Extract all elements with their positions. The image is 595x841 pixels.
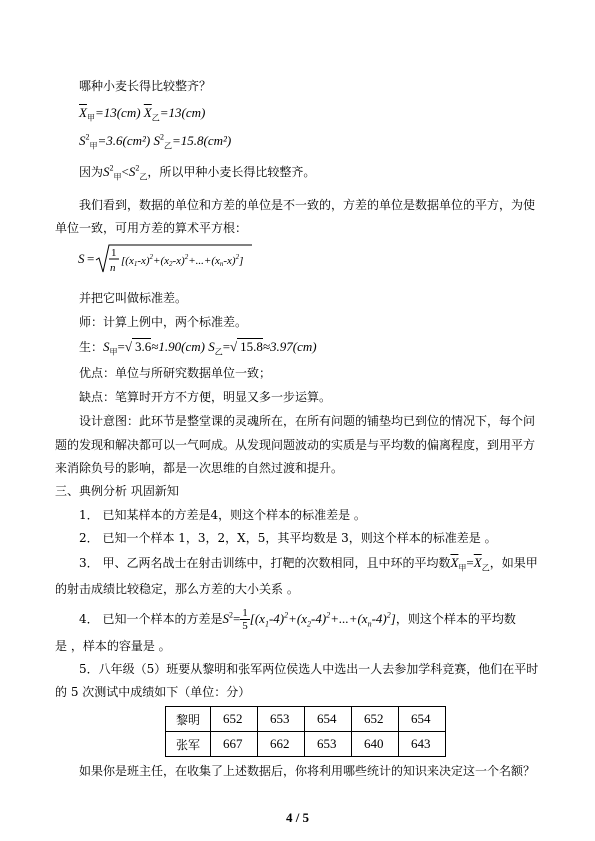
para1-line1: 我们看到，数据的单位和方差的单位是不一致的，方差的单位是数据单位的平方，为使 — [79, 198, 536, 212]
svg-text:n: n — [110, 262, 116, 274]
svg-text:S: S — [78, 251, 85, 266]
para1-line2: 单位一致，可用方差的算术平方根： — [55, 221, 248, 235]
exercise-3-line1: 3． 甲、乙两名战士在射击训练中，打靶的次数相同，且中环的平均数$\overline{X}_甲=\overline{X}_乙$，如果甲 — [79, 555, 538, 573]
table-cell: 652 — [352, 707, 399, 732]
ex3-text-a: 3． 甲、乙两名战士在射击训练中，打靶的次数相同，且中环的平均数 — [79, 556, 451, 570]
pros-line: 优点：单位与所研究数据单位一致； — [79, 366, 272, 380]
mean-formula: $\overline{X}_甲=13(cm)$ $\overline{X}_乙=13(cm)$ — [79, 105, 206, 123]
exercise-4-line1: 4． 已知一个样本的方差是$S^2=$ $\frac{1}{5}$ $[(x_1-4)^2+(x_2-4)^2+...+(x_n-4)^2]$，则这个样本的平均数 — [79, 607, 516, 632]
because-suffix: ，所以甲种小麦长得比较整齐。 — [147, 165, 316, 179]
table-cell-name: 张军 — [166, 732, 211, 757]
table-cell: 653 — [305, 732, 352, 757]
mean-symbol-yi: $\overline{X}$ — [143, 105, 152, 120]
table-cell-name: 黎明 — [166, 707, 211, 732]
table-row — [166, 707, 446, 732]
score-table — [165, 706, 446, 757]
section-heading: 三、典例分析 巩固新知 — [55, 484, 179, 498]
var-jia-value: =3.6(cm²) — [97, 133, 151, 148]
design-line1: 设计意图：此环节是整堂课的灵魂所在，在所有问题的铺垫均已到位的情况下，每个问 — [79, 414, 536, 428]
ex4-text-b: ，则这个样本的平均数 — [395, 612, 516, 626]
variance-formula: $S^2_甲=3.6(cm^2)$ $S^2_乙=15.8(cm^2)$ — [79, 132, 232, 151]
s-yi-value: ≈3.97(cm) — [262, 339, 317, 354]
teacher-line: 师：计算上例中，两个标准差。 — [79, 315, 248, 329]
table-cell: 653 — [258, 707, 305, 732]
exercise-3-line2: 的射击成绩比较稳定，那么方差的大小关系 。 — [55, 582, 299, 596]
table-cell: 643 — [399, 732, 446, 757]
student-prefix: 生： — [79, 340, 104, 354]
student-line: 生：$S_甲=√$ 3.6≈1.90(cm) $S_乙=√$ 15.8≈3.97(cm) — [79, 339, 317, 357]
question-line: 哪种小麦长得比较整齐？ — [79, 79, 212, 93]
exercise-5-line1: 5．八年级（5）班要从黎明和张军两位侯选人中选出一人去参加学科竞赛，他们在平时 — [79, 662, 539, 676]
page-number: 4 / 5 — [285, 810, 310, 825]
sqrt-sign-icon — [78, 243, 253, 275]
final-question: 如果你是班主任，在收集了上述数据后，你将利用哪些统计的知识来决定这一个名额？ — [79, 764, 536, 778]
table-cell: 652 — [211, 707, 258, 732]
table-cell: 640 — [352, 732, 399, 757]
design-line2: 题的发现和解决都可以一气呵成。从发现问题波动的实质是与平均数的偏离程度，到用平方 — [55, 438, 536, 452]
mean-symbol-jia: $\overline{X}$ — [79, 105, 87, 120]
because-line: 因为$S^2_甲<S^2_乙$，所以甲种小麦长得比较整齐。 — [79, 163, 316, 182]
svg-text:1: 1 — [111, 247, 117, 259]
var-yi-value: =15.8(cm²) — [172, 133, 232, 148]
svg-text:=: = — [87, 251, 95, 266]
table-cell: 654 — [399, 707, 446, 732]
exercise-2: 2． 已知一个样本 1，3，2，X，5，其平均数是 3，则这个样本的标准差是 。 — [79, 531, 497, 545]
cons-line: 缺点：笔算时开方不方便，明显又多一步运算。 — [79, 390, 332, 404]
exercise-1: 1． 已知某样本的方差是4，则这个样本的标准差是 。 — [79, 508, 366, 522]
design-line3: 来消除负号的影响，都是一次思维的自然过渡和提升。 — [55, 461, 344, 475]
call-std-line: 并把它叫做标准差。 — [79, 291, 188, 305]
table-cell: 667 — [211, 732, 258, 757]
s-jia-value: ≈1.90(cm) — [151, 339, 205, 354]
table-cell: 654 — [305, 707, 352, 732]
exercise-4-line2: 是 ，样本的容量是 。 — [55, 639, 171, 653]
mean-yi-value: =13(cm) — [159, 105, 206, 120]
std-formula — [78, 243, 253, 275]
table-row — [166, 732, 446, 757]
fraction-one-fifth: $\frac{1}{5}$ — [242, 607, 248, 632]
exercise-5-line2: 的 5 次测试中成绩如下（单位：分） — [55, 685, 251, 699]
table-cell: 662 — [258, 732, 305, 757]
ex4-text-a: 4． 已知一个样本的方差是 — [79, 612, 223, 626]
svg-text:[(x1-x)2+(x2-x)2+...+(xn-x)2]: $[(x1-x)^2+(x2-x)^2+...+(xn-x)^2]$ — [121, 253, 244, 268]
because-prefix: 因为 — [79, 165, 104, 179]
ex3-text-b: ，如果甲 — [489, 556, 538, 570]
mean-jia-value: =13(cm) — [94, 105, 141, 120]
